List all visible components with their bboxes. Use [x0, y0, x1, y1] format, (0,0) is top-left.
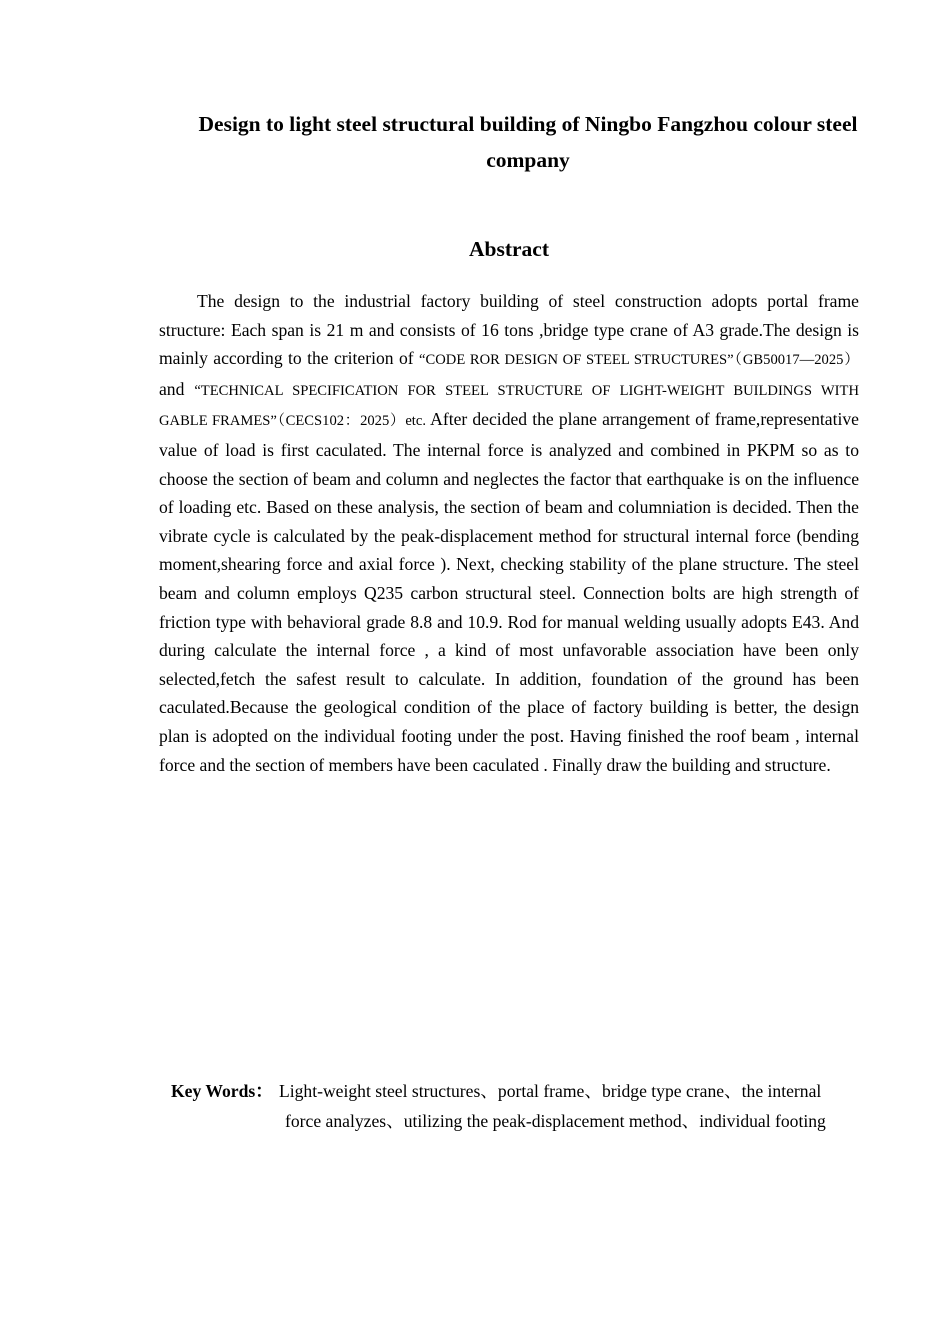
abstract-text-part3: and [159, 378, 195, 399]
keywords-line-2: force analyzes、utilizing the peak-displacement method、individual footing [285, 1111, 826, 1131]
abstract-heading: Abstract [468, 237, 549, 261]
abstract-code-reference-1: “CODE ROR DESIGN OF STEEL STRUCTURES”（GB50017—2025） [419, 352, 860, 369]
abstract-code-reference-2: “TECHNICAL SPECIFICATION FOR STEEL STRUCTURE OF LIGHT-WEIGHT BUILDINGS WITH GABLE FRAMES”（CECS102：2025）etc. [159, 382, 859, 430]
keywords-line-1: Light-weight steel structures、portal frame、bridge type crane、the internal [279, 1081, 822, 1101]
abstract-text-part1: The design to the industrial factory building of steel construction adopts portal frame structure: Each span is 21 m and consists of 16 tons ,bridge type crane of A3 grade.The design is mainly according to the criterion of [159, 291, 859, 369]
abstract-text-part5: After decided the plane arrangement of frame,representative value of load is first caculated. The internal force is analyzed and combined in PKPM so as to choose the section of beam and column and neglectes the factor that earthquake is on the influence of loading etc. Based on these analysis, the section of beam and columniation is decided. Then the vibrate cycle is calculated by the peak-displacement method for structural internal force (bending moment,shearing force and axial force ). Next, checking stability of the plane structure. The steel beam and column employs Q235 carbon structural steel. Connection bolts are high strength of friction type with behavioral grade 8.8 and 10.9. Rod for manual welding usually adopts E43. And during calculate the internal force , a kind of most unfavorable association have been only selected,fetch the safest result to calculate. In addition, foundation of the ground has been caculated.Because the geological condition of the place of factory building is better, the design plan is adopted on the individual footing under the post. Having finished the roof beam , internal force and the section of members have been caculated . Finally draw the building and structure. [159, 409, 859, 775]
abstract-body [159, 287, 859, 779]
document-title: Design to light steel structural building of Ningbo Fangzhou colour steel company [198, 112, 858, 172]
keywords-label: Key Words： [171, 1081, 273, 1101]
